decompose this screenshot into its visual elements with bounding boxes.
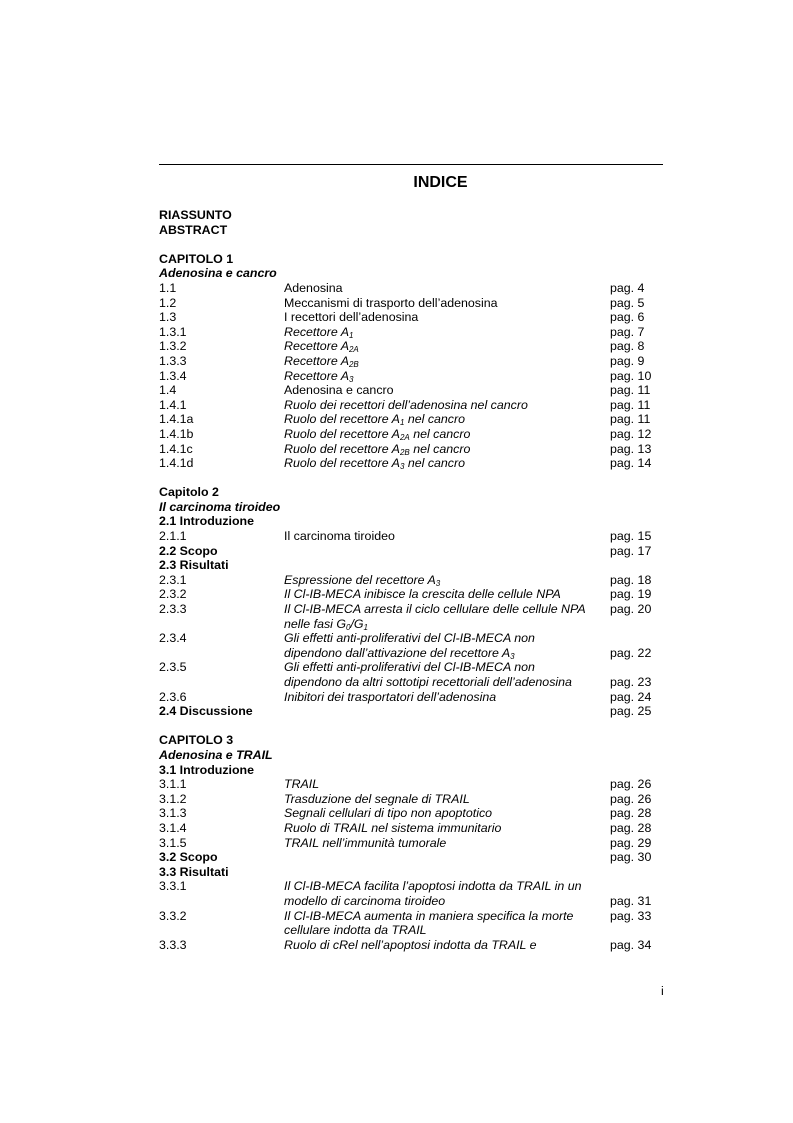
section-heading[interactable]: 3.3 Risultati	[159, 864, 229, 879]
toc-riassunto[interactable]: RIASSUNTO	[159, 208, 232, 222]
toc-entry[interactable]: 3.1.1 TRAIL pag. 26	[159, 777, 652, 792]
chapter-2-subtitle: Il carcinoma tiroideo	[159, 499, 281, 514]
section-heading[interactable]: 2.3 Risultati	[159, 558, 229, 573]
toc-entry[interactable]: 1.4.1a Ruolo del recettore $A_1$ nel cancro pag. 11	[159, 412, 651, 428]
toc-entry[interactable]: 1.1 Adenosina pag. 4	[159, 280, 645, 295]
toc-entry[interactable]: 2.3.2 Il Cl-IB-MECA inibisce la crescita delle cellule NPA pag. 19	[159, 587, 652, 602]
toc-entry[interactable]: 3.3.3 Ruolo di cRel nell’apoptosi indotta da TRAIL e pag. 34	[159, 937, 652, 952]
toc-entry-continuation[interactable]: modello di carcinoma tiroideo pag. 31	[284, 893, 652, 908]
chapter-1-subtitle: Adenosina e cancro	[159, 266, 277, 281]
toc-entry[interactable]: 2.1.1 Il carcinoma tiroideo pag. 15	[159, 529, 652, 544]
toc-entry-continuation[interactable]: nelle fasi $G_0/G_1$	[284, 616, 368, 632]
toc-entry[interactable]: 2.3.6 Inibitori dei trasportatori dell’adenosina pag. 24	[159, 689, 652, 704]
section-heading[interactable]: 2.1 Introduzione	[159, 514, 254, 529]
toc-entry[interactable]: 1.2 Meccanismi di trasporto dell’adenosina pag. 5	[159, 295, 645, 310]
chapter-2-heading: Capitolo 2	[159, 485, 219, 500]
toc-entry[interactable]: 1.3.1 Recettore $A_1$ pag. 7	[159, 324, 645, 340]
toc-entry[interactable]: 3.1.3 Segnali cellulari di tipo non apoptotico pag. 28	[159, 806, 652, 821]
toc-entry[interactable]: 3.1.4 Ruolo di TRAIL nel sistema immunitario pag. 28	[159, 820, 652, 835]
table-of-contents	[159, 208, 659, 952]
section-heading[interactable]: 2.2 Scopo pag. 17	[159, 543, 652, 558]
toc-entry[interactable]: 1.4.1 Ruolo dei recettori dell’adenosina nel cancro pag. 11	[159, 397, 651, 412]
chapter-3-heading: CAPITOLO 3	[159, 733, 234, 748]
toc-abstract[interactable]: ABSTRACT	[159, 222, 228, 237]
section-heading[interactable]: 2.4 Discussione pag. 25	[159, 704, 652, 719]
toc-entry[interactable]: 1.3.3 Recettore $A_{2B}$ pag. 9	[159, 353, 645, 369]
section-heading[interactable]: 3.1 Introduzione	[159, 762, 254, 777]
toc-entry[interactable]: 2.3.3 Il Cl-IB-MECA arresta il ciclo cellulare delle cellule NPA pag. 20	[159, 602, 652, 617]
toc-entry[interactable]: 1.4.1c Ruolo del recettore $A_{2B}$ nel cancro pag. 13	[159, 441, 652, 457]
toc-entry[interactable]: 1.4 Adenosina e cancro pag. 11	[159, 383, 651, 398]
toc-entry[interactable]: 2.3.4 Gli effetti anti-proliferativi del Cl-IB-MECA non	[159, 631, 535, 646]
toc-entry[interactable]: 1.3 I recettori dell’adenosina pag. 6	[159, 310, 645, 325]
chapter-3-subtitle: Adenosina e TRAIL	[159, 747, 273, 762]
toc-entry[interactable]: 2.3.1 Espressione del recettore $A_3$ pag. 18	[159, 572, 652, 588]
toc-entry-continuation[interactable]: cellulare indotta da TRAIL	[284, 923, 427, 938]
section-heading[interactable]: 3.2 Scopo pag. 30	[159, 850, 652, 865]
page-title: INDICE	[413, 174, 468, 191]
toc-entry[interactable]: 1.3.4 Recettore $A_3$ pag. 10	[159, 368, 652, 384]
toc-entry[interactable]: 1.4.1b Ruolo del recettore $A_{2A}$ nel cancro pag. 12	[159, 426, 652, 442]
toc-entry[interactable]: 2.3.5 Gli effetti anti-proliferativi del Cl-IB-MECA non	[159, 660, 535, 675]
toc-entry[interactable]: 3.1.5 TRAIL nell’immunità tumorale pag. 29	[159, 835, 652, 850]
toc-entry-continuation[interactable]: dipendono da altri sottotipi recettoriali dell’adenosina pag. 23	[284, 675, 652, 689]
page-number: i	[661, 984, 664, 998]
toc-entry-continuation[interactable]: dipendono dall’attivazione del recettore $A_3$ pag. 22	[284, 645, 652, 661]
toc-entry[interactable]: 3.3.1 Il Cl-IB-MECA facilita l’apoptosi indotta da TRAIL in un	[159, 879, 582, 894]
toc-entry[interactable]: 3.3.2 Il Cl-IB-MECA aumenta in maniera specifica la morte pag. 33	[159, 908, 652, 923]
toc-entry[interactable]: 1.3.2 Recettore $A_{2A}$ pag. 8	[159, 339, 645, 355]
header-rule	[159, 164, 663, 165]
chapter-1-heading: CAPITOLO 1	[159, 251, 234, 266]
toc-entry[interactable]: 3.1.2 Trasduzione del segnale di TRAIL pag. 26	[159, 791, 652, 806]
toc-entry[interactable]: 1.4.1d Ruolo del recettore $A_3$ nel cancro pag. 14	[159, 456, 652, 472]
